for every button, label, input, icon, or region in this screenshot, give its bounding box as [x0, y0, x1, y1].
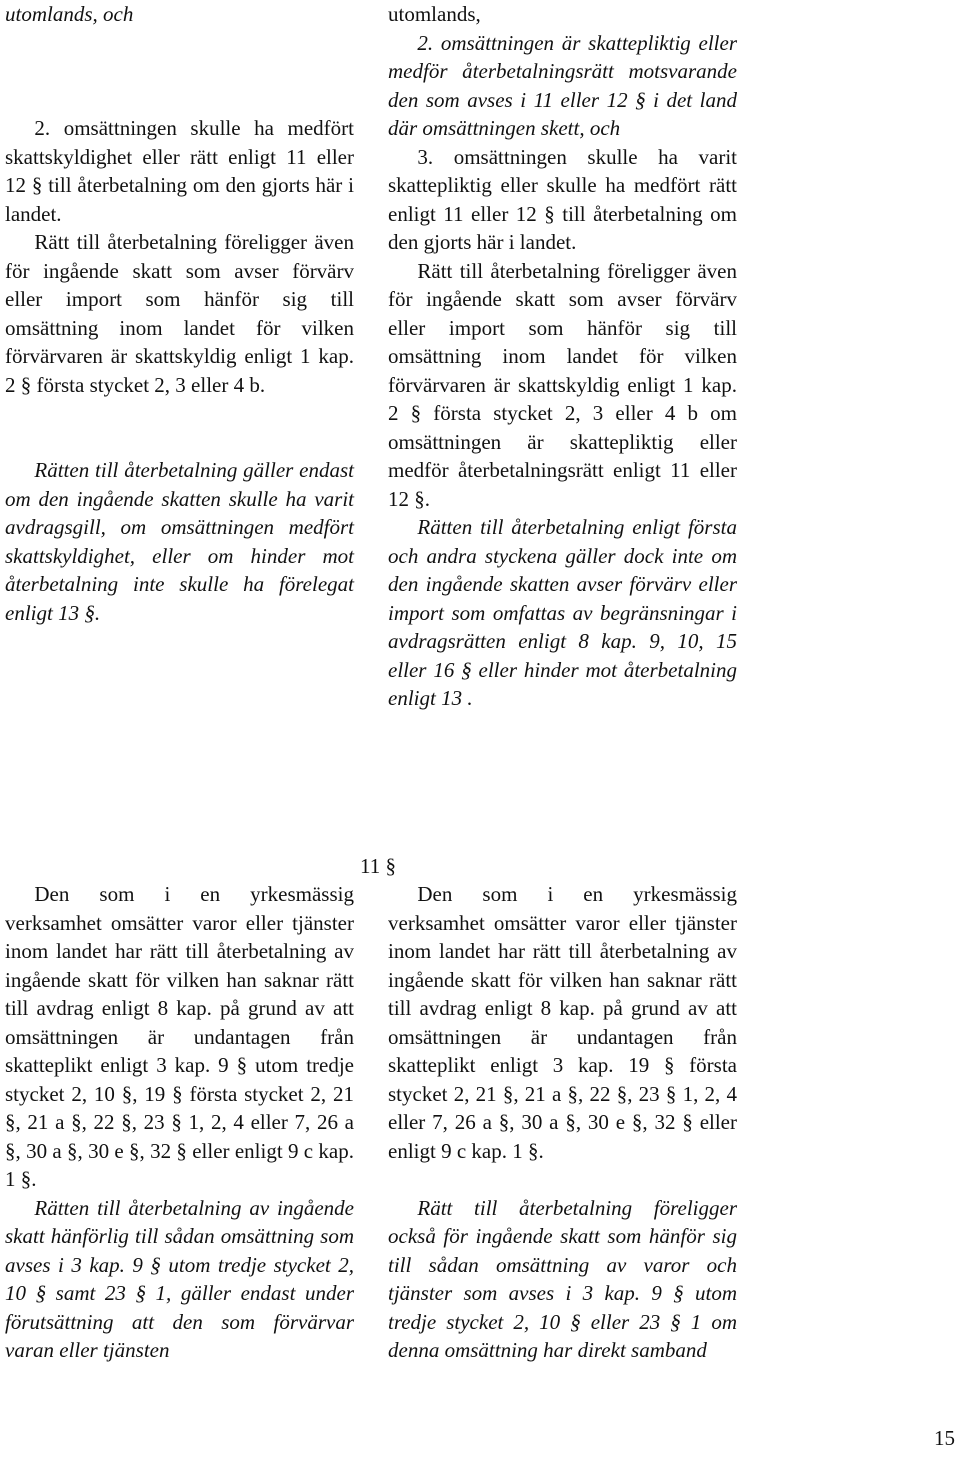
bottom-left-column: [5, 880, 354, 1365]
top-right-paragraph-2: 3. omsättningen skulle ha varit skattepliktig eller skulle ha medfört rätt enligt 11 eller 12 § till återbetalning om den gjorts här i landet.: [388, 144, 737, 254]
bottom-left-paragraph-1: Den som i en yrkesmässig verksamhet omsätter varor eller tjänster inom landet har rätt till återbetalning av ingående skatt för vilken han saknar rätt till avdrag enligt 8 kap. på grund av att omsättningen är undantagen från skatteplikt enligt 3 kap. 9 § utom tredje stycket 2, 10 §, 19 § första stycket 2, 21 §, 21 a §, 22 §, 23 § 1, 2, 4 eller 7, 26 a §, 30 a §, 30 e §, 32 § eller enligt 9 c kap. 1 §.: [5, 882, 354, 1191]
top-left-paragraph-3: Rätten till återbetalning gäller endast om den ingående skatten skulle ha varit avdragsgill, om omsättningen medfört skattskyldighet, eller om hinder mot återbetalning inte skulle ha förelegat enligt 13 §.: [5, 458, 354, 625]
top-left-column: [5, 0, 354, 627]
section-heading: 11 §: [360, 854, 396, 878]
top-right-column: [388, 0, 737, 713]
top-right-line0: utomlands,: [388, 2, 481, 26]
bottom-left-paragraph-2: Rätten till återbetalning av ingående skatt hänförlig till sådan omsättning som avses i 3 kap. 9 § utom tredje stycket 2, 10 § samt 23 § 1, gäller endast under förutsättning att den som förvärvar varan eller tjänsten: [5, 1195, 354, 1362]
page-number: 15: [934, 1426, 955, 1450]
top-left-paragraph-2: Rätt till återbetalning föreligger även för ingående skatt som avser förvärv eller import som hänför sig till omsättning inom landet för vilken förvärvaren är skattskyldig enligt 1 kap. 2 § första stycket 2, 3 eller 4 b.: [5, 230, 354, 397]
bottom-right-paragraph-1: Den som i en yrkesmässig verksamhet omsätter varor eller tjänster inom landet har rätt till återbetalning av ingående skatt för vilken han saknar rätt till avdrag enligt 8 kap. på grund av att omsättningen är undantagen från skatteplikt enligt 3 kap. 19 § första stycket 2, 21 §, 21 a §, 22 §, 23 § 1, 2, 4 eller 7, 26 a §, 30 a §, 30 e §, 32 § eller enligt 9 c kap. 1 §.: [388, 882, 737, 1163]
top-right-paragraph-1: 2. omsättningen är skattepliktig eller medför återbetalningsrätt motsvarande den som avses i 11 eller 12 § i det land där omsättningen skett, och: [388, 30, 737, 140]
top-right-paragraph-3: Rätt till återbetalning föreligger även för ingående skatt som avser förvärv eller import som hänför sig till omsättning inom landet för vilken förvärvaren är skattskyldig enligt 1 kap. 2 § första stycket 2, 3 eller 4 b om omsättningen är skattepliktig eller medför återbetalningsrätt enligt 11 eller 12 §.: [388, 258, 737, 511]
bottom-right-column: [388, 880, 737, 1365]
bottom-right-paragraph-2: Rätt till återbetalning föreligger också för ingående skatt som hänför sig till sådan omsättning av varor och tjänster som avses i 3 kap. 9 § utom tredje stycket 2, 10 § eller 23 § 1 om denna omsättning har direkt samband: [388, 1195, 737, 1362]
top-left-paragraph-1: 2. omsättningen skulle ha medfört skattskyldighet eller rätt enligt 11 eller 12 § till återbetalning om den gjorts här i landet.: [5, 116, 354, 226]
top-right-paragraph-4: Rätten till återbetalning enligt första och andra styckena gäller dock inte om den ingående skatten avser förvärv eller import som omfattas av begränsningar i avdragsrätten enligt 8 kap. 9, 10, 15 eller 16 § eller hinder mot återbetalning enligt 13 .: [388, 515, 737, 710]
top-left-line0: utomlands, och: [5, 2, 134, 26]
